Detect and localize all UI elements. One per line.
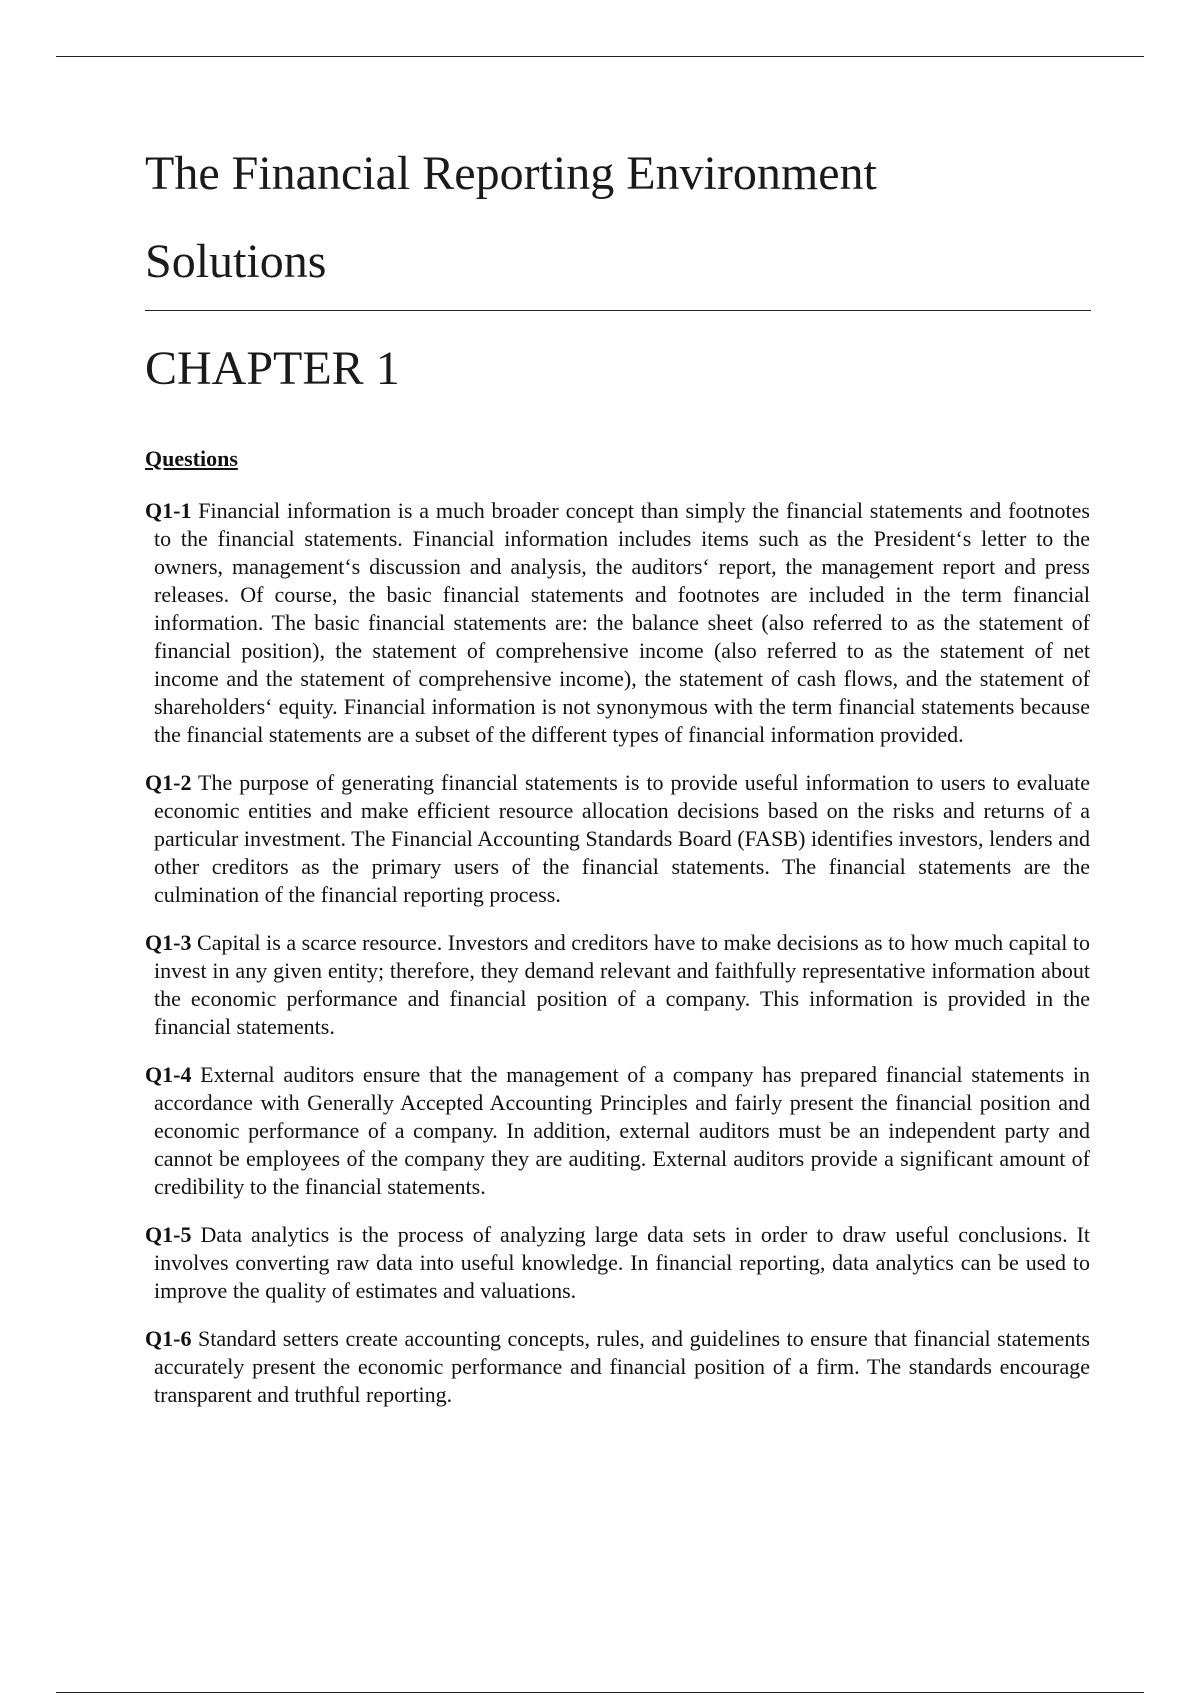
question-q1-6 [145, 1325, 1090, 1409]
question-q1-3 [145, 929, 1090, 1041]
question-answer-text: Financial information is a much broader concept than simply the financial statements and footnotes to the financial statements. Financial information includes items such as the President‘s letter to the owners, management‘s discussion and analysis, the auditors‘ report, the management report and press releases. Of course, the basic financial statements and footnotes are included in the term financial information. The basic financial statements are: the balance sheet (also referred to as the statement of financial position), the statement of comprehensive income (also referred to as the statement of net income and the statement of comprehensive income), the statement of cash flows, and the statement of shareholders‘ equity. Financial information is not synonymous with the term financial statements because the financial statements are a subset of the different types of financial information provided. [154, 498, 1090, 747]
document-body [145, 130, 1091, 1409]
page-bottom-rule [56, 1692, 1144, 1693]
question-number: Q1-2 [145, 770, 192, 795]
question-answer-text: External auditors ensure that the management of a company has prepared financial statements in accordance with Generally Accepted Accounting Principles and fairly present the financial position and economic performance of a company. In addition, external auditors must be an independent party and cannot be employees of the company they are auditing. External auditors provide a significant amount of credibility to the financial statements. [154, 1062, 1091, 1199]
question-q1-2 [145, 769, 1090, 909]
question-answer-text: Standard setters create accounting concepts, rules, and guidelines to ensure that financial statements accurately present the economic performance and financial position of a firm. The standards encourage transparent and truthful reporting. [154, 1326, 1090, 1407]
question-number: Q1-4 [145, 1062, 192, 1087]
question-q1-4 [145, 1061, 1090, 1201]
page-top-rule [56, 56, 1144, 57]
question-number: Q1-5 [145, 1222, 192, 1247]
question-q1-5 [145, 1221, 1090, 1305]
document-title-line-1: The Financial Reporting Environment [145, 147, 877, 200]
question-number: Q1-6 [145, 1326, 192, 1351]
document-title-line-2: Solutions [145, 235, 327, 288]
question-answer-text: Capital is a scarce resource. Investors and creditors have to make decisions as to how much capital to invest in any given entity; therefore, they demand relevant and faithfully representative information about the economic performance and financial position of a company. This information is provided in the financial statements. [154, 930, 1090, 1039]
question-answer-text: The purpose of generating financial statements is to provide useful information to users to evaluate economic entities and make efficient resource allocation decisions based on the risks and returns of a particular investment. The Financial Accounting Standards Board (FASB) identifies investors, lenders and other creditors as the primary users of the financial statements. The financial statements are the culmination of the financial reporting process. [154, 770, 1090, 907]
section-heading-questions: Questions [145, 446, 238, 471]
title-divider [145, 310, 1091, 311]
question-number: Q1-3 [145, 930, 192, 955]
question-q1-1 [145, 497, 1090, 749]
chapter-heading: CHAPTER 1 [145, 342, 400, 395]
question-answer-text: Data analytics is the process of analyzing large data sets in order to draw useful conclusions. It involves converting raw data into useful knowledge. In financial reporting, data analytics can be used to improve the quality of estimates and valuations. [154, 1222, 1091, 1303]
question-number: Q1-1 [145, 498, 192, 523]
